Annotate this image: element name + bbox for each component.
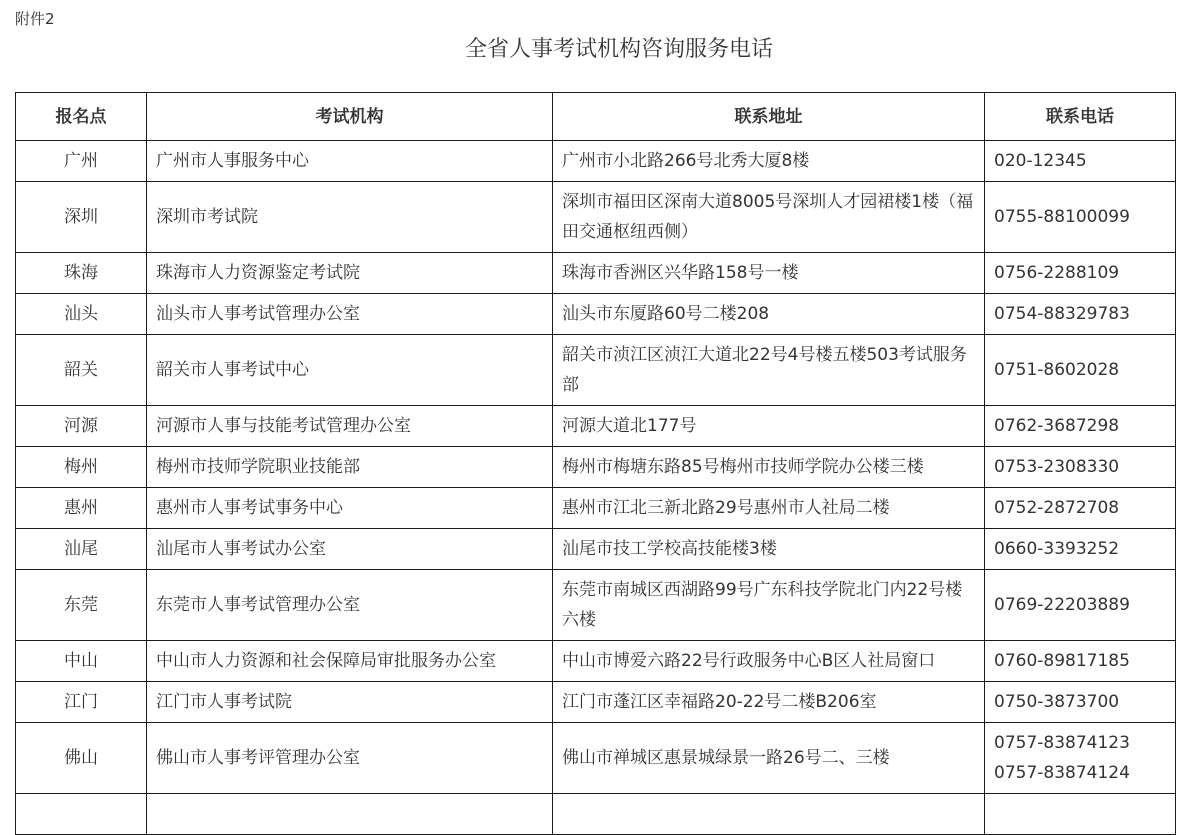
cell-addr: 东莞市南城区西湖路99号广东科技学院北门内22号楼六楼	[553, 570, 985, 641]
table-row	[16, 335, 1176, 406]
cell-point: 佛山	[16, 723, 147, 794]
cell-point: 珠海	[16, 253, 147, 294]
header-org: 考试机构	[147, 93, 553, 141]
cell-addr: 韶关市浈江区浈江大道北22号4号楼五楼503考试服务部	[553, 335, 985, 406]
table-row	[16, 529, 1176, 570]
header-point: 报名点	[16, 93, 147, 141]
table-row	[16, 406, 1176, 447]
table-header-row	[16, 93, 1176, 141]
table-row	[16, 794, 1176, 835]
cell-phone: 0753-2308330	[985, 447, 1176, 488]
cell-phone: 0756-2288109	[985, 253, 1176, 294]
cell-point: 梅州	[16, 447, 147, 488]
cell-phone	[985, 723, 1176, 794]
cell-point: 汕头	[16, 294, 147, 335]
cell-phone: 0755-88100099	[985, 182, 1176, 253]
cell-org: 汕头市人事考试管理办公室	[147, 294, 553, 335]
cell-phone: 0660-3393252	[985, 529, 1176, 570]
cell-point: 韶关	[16, 335, 147, 406]
phone-line: 0757-83874124	[994, 763, 1130, 783]
cell-addr	[553, 794, 985, 835]
cell-org: 东莞市人事考试管理办公室	[147, 570, 553, 641]
cell-org: 惠州市人事考试事务中心	[147, 488, 553, 529]
table-row	[16, 447, 1176, 488]
cell-addr: 梅州市梅塘东路85号梅州市技师学院办公楼三楼	[553, 447, 985, 488]
cell-point: 汕尾	[16, 529, 147, 570]
cell-point: 河源	[16, 406, 147, 447]
cell-point: 中山	[16, 641, 147, 682]
cell-point: 深圳	[16, 182, 147, 253]
cell-point: 东莞	[16, 570, 147, 641]
cell-point: 惠州	[16, 488, 147, 529]
cell-org: 珠海市人力资源鉴定考试院	[147, 253, 553, 294]
cell-phone: 0751-8602028	[985, 335, 1176, 406]
cell-addr: 江门市蓬江区幸福路20-22号二楼B206室	[553, 682, 985, 723]
cell-org: 深圳市考试院	[147, 182, 553, 253]
table-row	[16, 570, 1176, 641]
document-title: 全省人事考试机构咨询服务电话	[464, 37, 773, 62]
cell-phone: 0752-2872708	[985, 488, 1176, 529]
cell-addr: 深圳市福田区深南大道8005号深圳人才园裙楼1楼（福田交通枢纽西侧）	[553, 182, 985, 253]
table-row	[16, 141, 1176, 182]
phone-line: 0757-83874123	[994, 733, 1130, 753]
cell-phone: 020-12345	[985, 141, 1176, 182]
cell-phone: 0762-3687298	[985, 406, 1176, 447]
header-addr: 联系地址	[553, 93, 985, 141]
table-row	[16, 294, 1176, 335]
cell-addr: 惠州市江北三新北路29号惠州市人社局二楼	[553, 488, 985, 529]
cell-addr: 广州市小北路266号北秀大厦8楼	[553, 141, 985, 182]
cell-org: 韶关市人事考试中心	[147, 335, 553, 406]
cell-addr: 中山市博爱六路22号行政服务中心B区人社局窗口	[553, 641, 985, 682]
contact-table	[15, 92, 1176, 835]
attachment-label: 附件2	[15, 10, 55, 28]
cell-org: 佛山市人事考评管理办公室	[147, 723, 553, 794]
table-row	[16, 641, 1176, 682]
table-row	[16, 182, 1176, 253]
cell-addr: 汕头市东厦路60号二楼208	[553, 294, 985, 335]
cell-point: 江门	[16, 682, 147, 723]
cell-point: 广州	[16, 141, 147, 182]
cell-point	[16, 794, 147, 835]
cell-org: 河源市人事与技能考试管理办公室	[147, 406, 553, 447]
table-row	[16, 682, 1176, 723]
cell-phone: 0750-3873700	[985, 682, 1176, 723]
cell-org	[147, 794, 553, 835]
table-row	[16, 723, 1176, 794]
cell-addr: 珠海市香洲区兴华路158号一楼	[553, 253, 985, 294]
cell-addr: 河源大道北177号	[553, 406, 985, 447]
table-row	[16, 253, 1176, 294]
cell-org: 江门市人事考试院	[147, 682, 553, 723]
cell-org: 广州市人事服务中心	[147, 141, 553, 182]
cell-phone	[985, 794, 1176, 835]
cell-addr: 佛山市禅城区惠景城绿景一路26号二、三楼	[553, 723, 985, 794]
header-phone: 联系电话	[985, 93, 1176, 141]
cell-org: 中山市人力资源和社会保障局审批服务办公室	[147, 641, 553, 682]
cell-phone: 0769-22203889	[985, 570, 1176, 641]
table-row	[16, 488, 1176, 529]
cell-org: 汕尾市人事考试办公室	[147, 529, 553, 570]
cell-phone: 0754-88329783	[985, 294, 1176, 335]
cell-phone: 0760-89817185	[985, 641, 1176, 682]
cell-org: 梅州市技师学院职业技能部	[147, 447, 553, 488]
cell-addr: 汕尾市技工学校高技能楼3楼	[553, 529, 985, 570]
